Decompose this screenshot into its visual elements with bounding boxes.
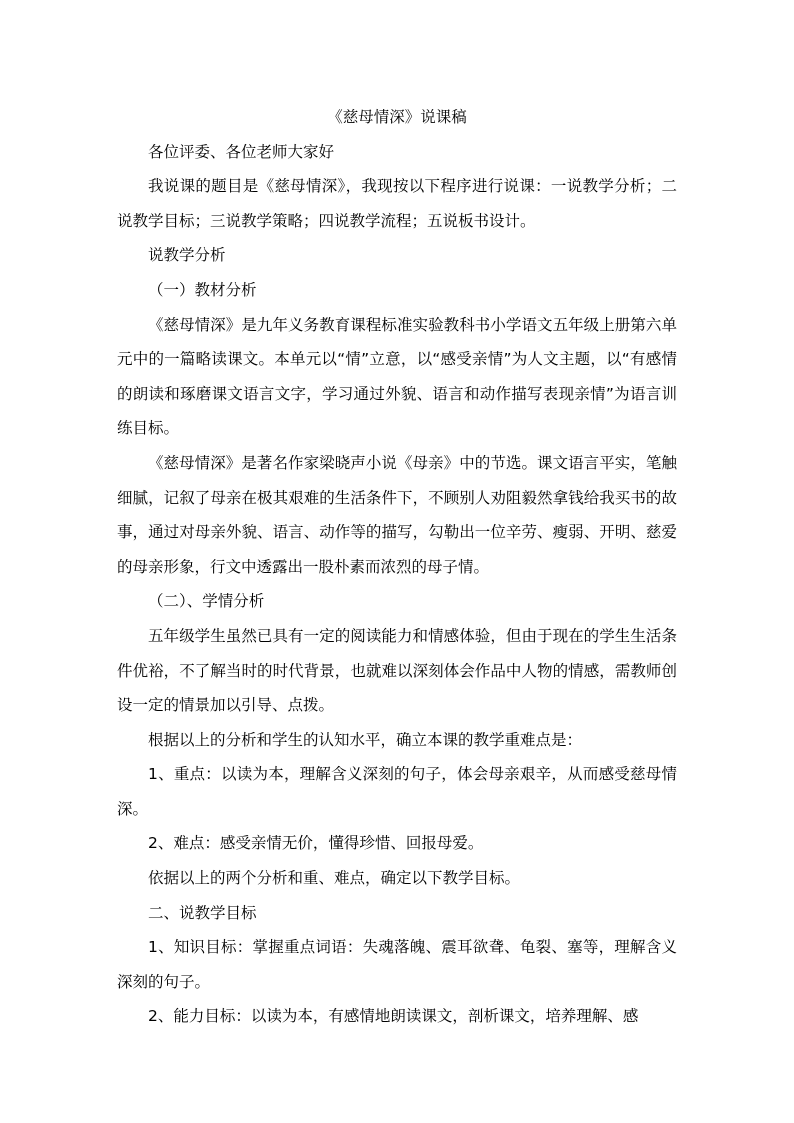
document-body bbox=[117, 100, 677, 1034]
intro-paragraph: 我说课的题目是《慈母情深》，我现按以下程序进行说课：一说教学分析；二说教学目标；三说教学策略；四说教学流程；五说板书设计。 bbox=[117, 177, 677, 230]
material-paragraph-2: 《慈母情深》是著名作家梁晓声小说《母亲》中的节选。课文语言平实，笔触细腻，记叙了母亲在极其艰难的生活条件下，不顾别人劝阻毅然拿钱给我买书的故事，通过对母亲外貌、语言、动作等的描写，勾勒出一位辛劳、瘦弱、开明、慈爱的母亲形象，行文中透露出一股朴素而浓烈的母子情。 bbox=[117, 453, 677, 576]
subsection-heading-students: （二）、学情分析 bbox=[148, 592, 265, 611]
material-paragraph-1: 《慈母情深》是九年义务教育课程标准实验教科书小学语文五年级上册第六单元中的一篇略读课文。本单元以“情”立意，以“感受亲情”为人文主题，以“有感情的朗读和琢磨课文语言文字，学习通过外貌、语言和动作描写表现亲情”为语言训练目标。 bbox=[117, 315, 677, 438]
objective-knowledge: 1、知识目标：掌握重点词语：失魂落魄、震耳欲聋、龟裂、塞等，理解含义深刻的句子。 bbox=[117, 938, 677, 991]
section-heading-objectives: 二、说教学目标 bbox=[148, 903, 257, 922]
section-heading-analysis: 说教学分析 bbox=[148, 246, 226, 265]
document-title: 《慈母情深》说课稿 bbox=[327, 108, 467, 126]
objectives-intro: 依据以上的两个分析和重、难点，确定以下教学目标。 bbox=[148, 869, 521, 888]
greeting-paragraph: 各位评委、各位老师大家好 bbox=[148, 142, 335, 161]
key-points-intro: 根据以上的分析和学生的认知水平，确立本课的教学重难点是： bbox=[148, 730, 583, 749]
key-point-2: 2、难点：感受亲情无价，懂得珍惜、回报母爱。 bbox=[148, 834, 484, 853]
students-paragraph: 五年级学生虽然已具有一定的阅读能力和情感体验，但由于现在的学生生活条件优裕，不了解当时的时代背景，也就难以深刻体会作品中人物的情感，需教师创设一定的情景加以引导、点拨。 bbox=[117, 626, 677, 715]
subsection-heading-material: （一）教材分析 bbox=[148, 280, 257, 299]
objective-ability: 2、能力目标：以读为本，有感情地朗读课文，剖析课文，培养理解、感 bbox=[148, 1007, 639, 1026]
key-point-1: 1、重点：以读为本，理解含义深刻的句子，体会母亲艰辛，从而感受慈母情深。 bbox=[117, 765, 677, 818]
